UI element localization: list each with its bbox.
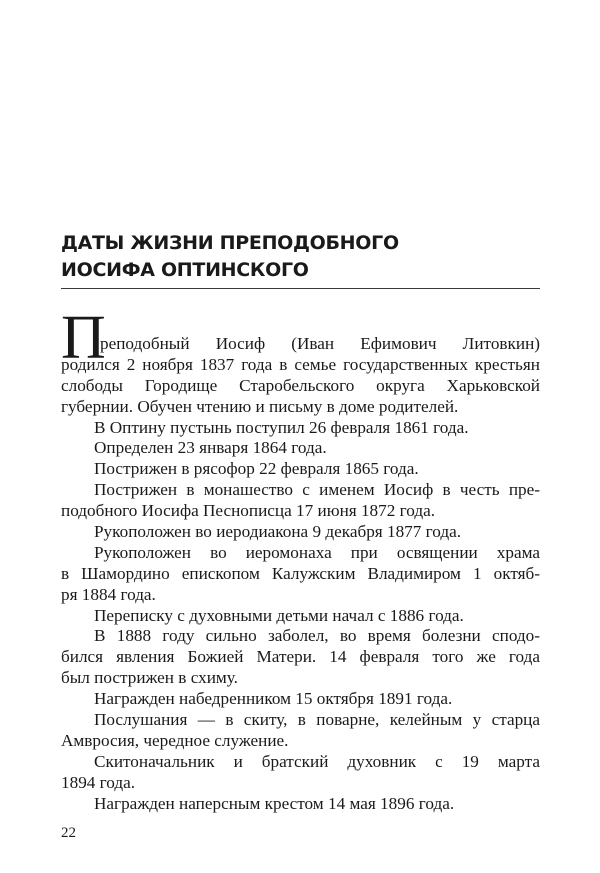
chapter-heading [61, 230, 541, 284]
body-text [61, 334, 540, 814]
text-line: слободы Городище Старобельского округа Харьковской [61, 375, 540, 395]
heading-divider [61, 288, 540, 289]
text-line: подобного Иосифа Песнописца 17 июня 1872 года. [61, 501, 436, 521]
text-line: В 1888 году сильно заболел, во время болезни сподо- [94, 626, 540, 646]
text-line: 1894 года. [61, 772, 136, 792]
page-number: 22 [61, 825, 76, 841]
text-line: Рукоположен во иеромонаха при освящении храма [94, 542, 540, 562]
text-line: Награжден наперсным крестом 14 мая 1896 года. [94, 793, 455, 813]
drop-cap: П [61, 304, 106, 372]
text-line: губернии. Обучен чтению и письму в доме родителей. [61, 396, 459, 416]
text-line: Переписку с духовными детьми начал с 1886 года. [94, 605, 464, 625]
text-line: ря 1884 года. [61, 584, 156, 604]
text-line: был пострижен в схиму. [61, 668, 238, 688]
text-line: В Оптину пустынь поступил 26 февраля 1861 года. [94, 417, 469, 437]
text-line: реподобный Иосиф (Иван Ефимович Литовкин) [100, 334, 540, 353]
chapter-heading-line-2: ИОСИФА ОПТИНСКОГО [61, 259, 309, 281]
text-line: бился явления Божией Матери. 14 февраля того же года [61, 647, 540, 667]
text-line: Определен 23 января 1864 года. [94, 438, 327, 458]
text-line: Амвросия, чередное служение. [61, 730, 289, 750]
text-line: в Шамордино епископом Калужским Владимиром 1 октяб- [61, 563, 540, 583]
text-line: Послушания — в скиту, в поварне, келейным у старца [94, 710, 540, 730]
text-line: Награжден набедренником 15 октября 1891 года. [94, 689, 453, 709]
text-line: родился 2 ноября 1837 года в семье государственных крестьян [61, 354, 540, 374]
text-line: Пострижен в монашество с именем Иосиф в честь пре- [94, 480, 540, 500]
chapter-heading-line-1: ДАТЫ ЖИЗНИ ПРЕПОДОБНОГО [61, 232, 399, 254]
text-line: Скитоначальник и братский духовник с 19 марта [94, 751, 540, 771]
text-line: Пострижен в рясофор 22 февраля 1865 года. [94, 459, 419, 479]
text-line: Рукоположен во иеродиакона 9 декабря 1877 года. [94, 522, 462, 542]
